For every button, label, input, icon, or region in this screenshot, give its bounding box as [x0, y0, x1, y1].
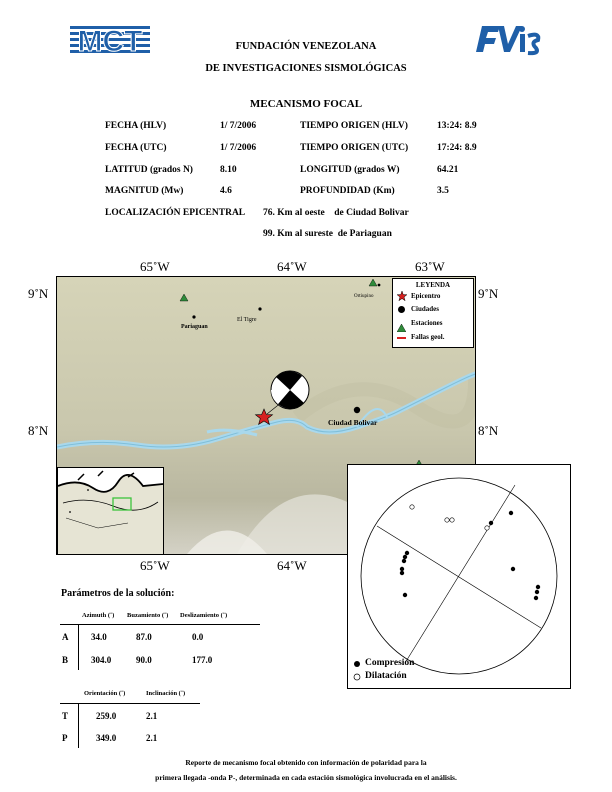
axis-table-vline — [78, 703, 79, 748]
tiempo-hlv-value: 13:24: 8.9 — [437, 121, 477, 131]
plane-b-deslizamiento: 177.0 — [192, 655, 213, 665]
lon-tick-63-top: 63˚W — [415, 259, 445, 274]
city-ciudad-bolivar: Ciudad Bolivar — [328, 418, 378, 427]
localizacion-label: LOCALIZACIÓN EPICENTRAL — [105, 208, 246, 218]
latitud-value: 8.10 — [220, 165, 237, 175]
axis-t-name: T — [62, 711, 69, 721]
tiempo-utc-value: 17:24: 8.9 — [437, 143, 477, 153]
lon-tick-64-bottom: 64˚W — [277, 558, 307, 573]
axis-p-orientacion: 349.0 — [96, 733, 117, 743]
plane-b-buzamiento: 90.0 — [136, 655, 152, 665]
city-ciudad-bolivar-dot — [354, 407, 360, 413]
latitud-label: LATITUD (grados N) — [105, 165, 193, 175]
tiempo-utc-label: TIEMPO ORIGEN (UTC) — [300, 143, 409, 153]
nodal-plane-a — [405, 485, 515, 663]
localizacion-line1: 76. Km al oeste de Ciudad Bolivar — [263, 208, 409, 218]
plane-header-deslizamiento: Deslizamiento (˚) — [180, 612, 228, 619]
longitud-value: 64.21 — [437, 165, 459, 175]
magnitud-value: 4.6 — [220, 186, 232, 196]
plane-table-vline — [78, 624, 79, 670]
dilatation-points — [410, 505, 489, 530]
svg-text:MCT: MCT — [77, 25, 143, 56]
legend-epicentro: Epicentro — [411, 292, 441, 300]
legend-fault-icon — [397, 337, 406, 339]
axis-p-inclinacion: 2.1 — [146, 733, 158, 743]
legend-estaciones: Estaciones — [411, 319, 443, 327]
focal-mechanism-stereonet — [347, 464, 571, 689]
plane-table-divider — [60, 624, 260, 625]
city-ortiupino-dot — [378, 284, 381, 287]
org-name-line1: FUNDACIÓN VENEZOLANA — [235, 41, 377, 52]
inset-map — [57, 467, 164, 555]
params-heading: Parámetros de la solución: — [61, 588, 175, 599]
plane-a-azimuth: 34.0 — [91, 632, 107, 642]
fecha-utc-value: 1/ 7/2006 — [220, 143, 257, 153]
city-pariaguan-dot — [192, 315, 195, 318]
plane-a-buzamiento: 87.0 — [136, 632, 152, 642]
legend-fallas: Fallas geol. — [411, 333, 445, 341]
lat-tick-8-right: 8˚N — [478, 423, 499, 438]
legend-title: LEYENDA — [415, 281, 451, 289]
org-name-line2: DE INVESTIGACIONES SISMOLÓGICAS — [205, 63, 407, 74]
plane-b-name: B — [62, 655, 69, 665]
legend-compresion: Compresion — [365, 658, 415, 668]
city-el-tigre: El Tigre — [237, 317, 257, 323]
axis-header-inclinacion: Inclinación (˚) — [146, 690, 186, 697]
legend-ciudades: Ciudades — [411, 305, 440, 313]
legend-epicenter-icon — [397, 291, 407, 303]
nodal-plane-b — [377, 526, 541, 628]
lat-tick-9-right: 9˚N — [478, 286, 499, 301]
fecha-hlv-value: 1/ 7/2006 — [220, 121, 257, 131]
lon-tick-65-bottom: 65˚W — [140, 558, 170, 573]
compression-points — [400, 511, 540, 600]
magnitud-label: MAGNITUD (Mw) — [105, 186, 184, 196]
footer-line1: Reporte de mecanismo focal obtenido con información de polaridad para la — [185, 758, 427, 767]
lon-tick-65-top: 65˚W — [140, 259, 170, 274]
localizacion-line2: 99. Km al sureste de Pariaguan — [263, 229, 392, 239]
profundidad-label: PROFUNDIDAD (Km) — [300, 186, 395, 196]
profundidad-value: 3.5 — [437, 186, 449, 196]
lat-tick-9-left: 9˚N — [28, 286, 49, 301]
legend-dilatacion: Dilatación — [365, 671, 407, 681]
fecha-utc-label: FECHA (UTC) — [105, 143, 167, 153]
axis-header-orientacion: Orientación (˚) — [84, 690, 126, 697]
legend-city-icon — [398, 306, 405, 313]
axis-t-orientacion: 259.0 — [96, 711, 117, 721]
axis-p-name: P — [62, 733, 68, 743]
longitud-label: LONGITUD (grados W) — [300, 165, 400, 175]
beachball-icon — [271, 371, 309, 409]
page-title: MECANISMO FOCAL — [249, 98, 363, 110]
plane-header-azimuth: Azimuth (˚) — [82, 612, 115, 619]
legend-compression-icon — [354, 661, 360, 667]
plane-header-buzamiento: Buzamiento (˚) — [127, 612, 169, 619]
legend-dilatation-icon — [354, 674, 360, 680]
axis-table-divider — [60, 703, 200, 704]
lon-tick-64-top: 64˚W — [277, 259, 307, 274]
city-ortiupino: Ortiupino — [354, 294, 374, 299]
footer-line2: primera llegada -onda P-, determinada en cada estación sismológica involucrada en el análisis. — [155, 773, 457, 782]
city-el-tigre-dot — [258, 307, 261, 310]
legend-station-icon — [397, 319, 406, 337]
lat-tick-8-left: 8˚N — [28, 423, 49, 438]
fecha-hlv-label: FECHA (HLV) — [105, 121, 167, 131]
fvis-logo — [470, 20, 542, 58]
plane-a-name: A — [62, 632, 69, 642]
plane-a-deslizamiento: 0.0 — [192, 632, 204, 642]
city-pariaguan: Pariaguan — [181, 324, 208, 330]
tiempo-hlv-label: TIEMPO ORIGEN (HLV) — [300, 121, 408, 131]
plane-b-azimuth: 304.0 — [91, 655, 112, 665]
axis-t-inclinacion: 2.1 — [146, 711, 158, 721]
map-legend — [392, 278, 474, 348]
